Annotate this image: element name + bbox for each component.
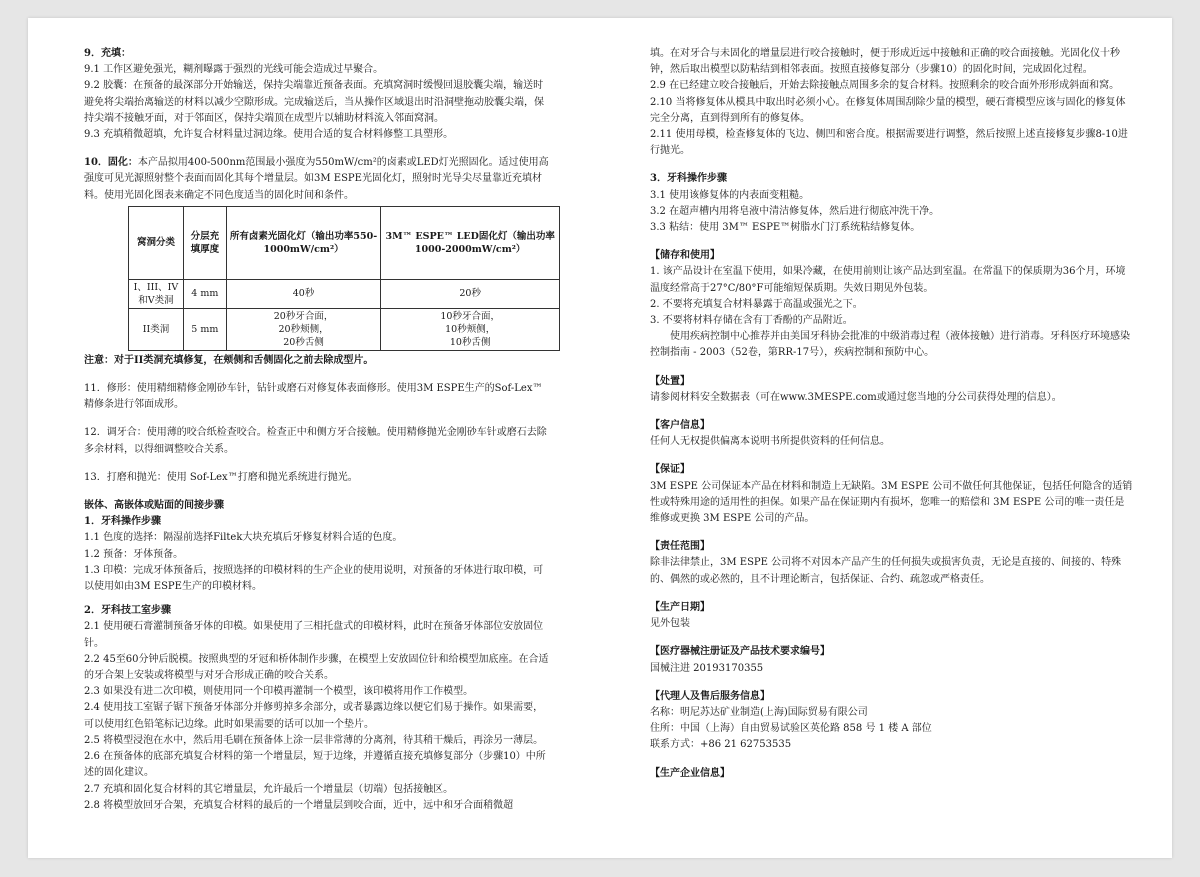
paragraph: 3.3 粘结：使用 3M™ ESPE™树脂水门汀系统粘结修复体。 <box>650 222 921 234</box>
paragraph: 2.8 将模型放回牙合架，充填复合材料的最后的一个增量层到咬合面，近中，远中和牙合面稍微超 <box>84 799 514 811</box>
paragraph: 使用疾病控制中心推荐并由美国牙科协会批准的中级消毒过程（液体接触）进行消毒。牙科医疗环境感染控制指南 - 2003（52卷，第RR-17号），疾病控制和预防中心。 <box>650 331 1130 359</box>
section-11: 11．修形：使用精细精修金刚砂车针，钻针或磨石对修复体表面修形。使用3M ESPE生产的Sof-Lex™精修条进行邻面成形。 <box>84 383 543 411</box>
paragraph: 2.1 使用硬石膏灌制预备牙体的印模。如果使用了三相托盘式的印模材料，此时在预备牙体部位安放固位针。 <box>84 621 544 649</box>
curing-table <box>128 206 560 351</box>
paragraph: 2. 不要将充填复合材料暴露于高温或强光之下。 <box>650 298 863 310</box>
paragraph: 见外包装 <box>650 618 690 630</box>
table-header: 3M™ ESPE™ LED固化灯（输出功率1000-2000mW/cm²） <box>381 206 560 279</box>
customer-info-title: 【客户信息】 <box>650 420 710 432</box>
paragraph: 除非法律禁止，3M ESPE 公司将不对因本产品产生的任何损失或损害负责，无论是直接的、间接的、特殊的、偶然的或必然的，且不计理论断言，包括保证、合约、疏忽或严格责任。 <box>650 557 1122 585</box>
paragraph: 3.2 在超声槽内用将皂液中清洁修复体，然后进行彻底冲洗干净。 <box>650 205 940 217</box>
manufacturer-title: 【生产企业信息】 <box>650 767 730 779</box>
table-cell: II类洞 <box>129 308 184 350</box>
table-row <box>129 279 560 308</box>
agent-phone: 联系方式：+86 21 62753535 <box>650 739 792 751</box>
paragraph: 任何人无权提供偏离本说明书所提供资料的任何信息。 <box>650 436 890 448</box>
table-cell: I、III、IV和V类洞 <box>129 279 184 308</box>
paragraph: 3M ESPE 公司保证本产品在材料和制造上无缺陷。3M ESPE 公司不做任何其他保证，包括任何隐含的适销性或特殊用途的适用性的担保。如果产品在保证期内有损坏，您唯一的赔偿和 3M ESPE 公司的唯一责任是维修或更换 3M ESPE 公司的产品。 <box>650 480 1133 525</box>
paragraph: 2.9 在已经建立咬合接触后，开始去除接触点周围多余的复合材料。按照剩余的咬合面外形形成斜面和窝。 <box>650 80 1120 92</box>
paragraph: 2.5 将模型浸泡在水中，然后用毛刷在预备体上涂一层非常薄的分离剂，待其稍干燥后，再涂另一薄层。 <box>84 734 544 746</box>
table-row <box>129 308 560 350</box>
paragraph: 2.11 使用母模，检查修复体的飞边、侧凹和密合度。根据需要进行调整，然后按照上述直接修复步骤8-10进行抛光。 <box>650 129 1128 157</box>
paragraph: 1.2 预备：牙体预备。 <box>84 548 184 560</box>
document-sheet <box>28 18 1172 858</box>
table-header: 所有卤素光固化灯（输出功率550-1000mW/cm²） <box>226 206 381 279</box>
agent-title: 【代理人及售后服务信息】 <box>650 690 770 702</box>
section-13: 13．打磨和抛光：使用 Sof-Lex™打磨和抛光系统进行抛光。 <box>84 471 358 483</box>
liability-title: 【责任范围】 <box>650 541 710 553</box>
section-10-text: 本产品拟用400-500nm范围最小强度为550mW/cm²的卤素或LED灯光照固化。适过使用高强度可见光源照射整个表面而固化其每个增量层。如3M ESPE光固化灯，照射时光导尖尽量靠近充填材料。使用光固化图表来确定不同色度适当的固化时间和条件。 <box>84 157 549 201</box>
table-note: 注意：对于II类洞充填修复，在颊侧和舌侧固化之前去除成型片。 <box>84 354 374 366</box>
paragraph: 1. 该产品设计在室温下使用，如果冷藏，在使用前则让该产品达到室温。在常温下的保质期为36个月，环境温度经常高于27°C/80°F可能缩短保质期。失效日期见外包装。 <box>650 266 1126 294</box>
paragraph: 3. 不要将材料存储在含有丁香酚的产品附近。 <box>650 315 853 327</box>
registration-title: 【医疗器械注册证及产品技术要求编号】 <box>650 646 830 658</box>
paragraph: 2.10 当将修复体从模具中取出时必须小心。在修复体周围刮除少量的模型，硬石膏模型应该与固化的修复体完全分离，直到得到所有的修复体。 <box>650 96 1126 124</box>
paragraph: 3.1 使用该修复体的内表面变粗糙。 <box>650 189 810 201</box>
dental-steps-title: 3．牙科操作步骤 <box>650 173 727 185</box>
paragraph: 2.2 45至60分钟后脱模。按照典型的牙冠和桥体制作步骤，在模型上安放固位针和给模型加底座。在合适的牙合架上安装或将模型与对牙合形成正确的咬合关系。 <box>84 653 549 682</box>
right-column <box>650 46 1134 782</box>
warranty-title: 【保证】 <box>650 464 690 476</box>
paragraph: 填。在对牙合与未固化的增量层进行咬合接触时，便于形成近远中接触和正确的咬合面接触。光固化仪十秒钟，然后取出模型以防粘结到相邻表面。按照直接修复部分（步骤10）的固化时间，完成固化过程。 <box>650 48 1120 76</box>
dental-steps-title: 1．牙科操作步骤 <box>84 516 161 528</box>
paragraph: 1.3 印模：完成牙体预备后，按照选择的印模材料的生产企业的使用说明，对预备的牙体进行取印模，可以使用如由3M ESPE生产的印模材料。 <box>84 564 544 593</box>
paragraph: 2.7 充填和固化复合材料的其它增量层，允许最后一个增量层（切端）包括接触区。 <box>84 783 454 795</box>
table-cell: 4 mm <box>183 279 226 308</box>
production-date-title: 【生产日期】 <box>650 601 710 613</box>
left-column <box>84 46 555 814</box>
paragraph: 2.6 在预备体的底部充填复合材料的第一个增量层，短于边缘，并遵循直接充填修复部分（步骤10）中所述的固化建议。 <box>84 751 546 779</box>
lab-steps-title: 2．牙科技工室步骤 <box>84 605 171 617</box>
paragraph: 9.2 胶囊：在预备的最深部分开始输送，保持尖端靠近预备表面。充填窝洞时缓慢回退胶囊尖端，输送时避免将尖端抬离输送的材料以减少空隙形成。完成输送后，当从操作区域退出时沿洞壁拖动胶囊尖端，保持尖端不接触牙面，对于邻面区，保持尖端顶在成型片以辅助材料流入邻面窝洞。 <box>84 80 544 124</box>
paragraph: 9.3 充填稍微超填，允许复合材料量过洞边缘。使用合适的复合材料修整工具塑形。 <box>84 129 454 141</box>
table-header: 窝洞分类 <box>129 206 184 279</box>
table-cell: 20秒 <box>381 279 560 308</box>
section-10 <box>84 155 552 204</box>
agent-address: 住所：中国（上海）自由贸易试验区英伦路 858 号 1 楼 A 部位 <box>650 723 932 735</box>
paragraph: 9.1 工作区避免强光，糊剂曝露于强烈的光线可能会造成过早聚合。 <box>84 64 384 76</box>
storage-title: 【储存和使用】 <box>650 250 720 262</box>
section-9-title: 9．充填： <box>84 48 131 59</box>
paragraph: 2.3 如果没有进二次印模，则使用同一个印模再灌制一个模型，该印模将用作工作模型。 <box>84 686 474 698</box>
paragraph: 1.1 色度的选择：隔湿前选择Filtek大块充填后牙修复材料合适的色度。 <box>84 532 403 544</box>
paragraph: 请参阅材料安全数据表（可在www.3MESPE.com或通过您当地的分公司获得处理的信息）。 <box>650 391 1062 403</box>
paragraph: 2.4 使用技工室锯子锯下预备牙体部分并修剪掉多余部分，或者暴露边缘以便它们易于操作。如果需要，可以使用红色铅笔标记边缘。此时如果需要的话可以加一个垫片。 <box>84 702 544 730</box>
table-cell: 10秒牙合面， 10秒颊侧， 10秒舌侧 <box>381 308 560 350</box>
table-header: 分层充填厚度 <box>183 206 226 279</box>
section-12: 12．调牙合：使用薄的咬合纸检查咬合。检查正中和侧方牙合接触。使用精修抛光金刚砂车针或磨石去除多余材料，以得细调整咬合关系。 <box>84 427 547 455</box>
table-cell: 40秒 <box>226 279 381 308</box>
table-cell: 5 mm <box>183 308 226 350</box>
inlay-title: 嵌体、高嵌体或贴面的间接步骤 <box>84 500 224 512</box>
paragraph: 国械注进 20193170355 <box>650 662 764 674</box>
table-cell: 20秒牙合面， 20秒颊侧， 20秒舌侧 <box>226 308 381 350</box>
disposal-title: 【处置】 <box>650 375 690 387</box>
section-10-title: 10．固化： <box>84 157 138 169</box>
agent-name: 名称：明尼苏达矿业制造(上海)国际贸易有限公司 <box>650 706 868 718</box>
